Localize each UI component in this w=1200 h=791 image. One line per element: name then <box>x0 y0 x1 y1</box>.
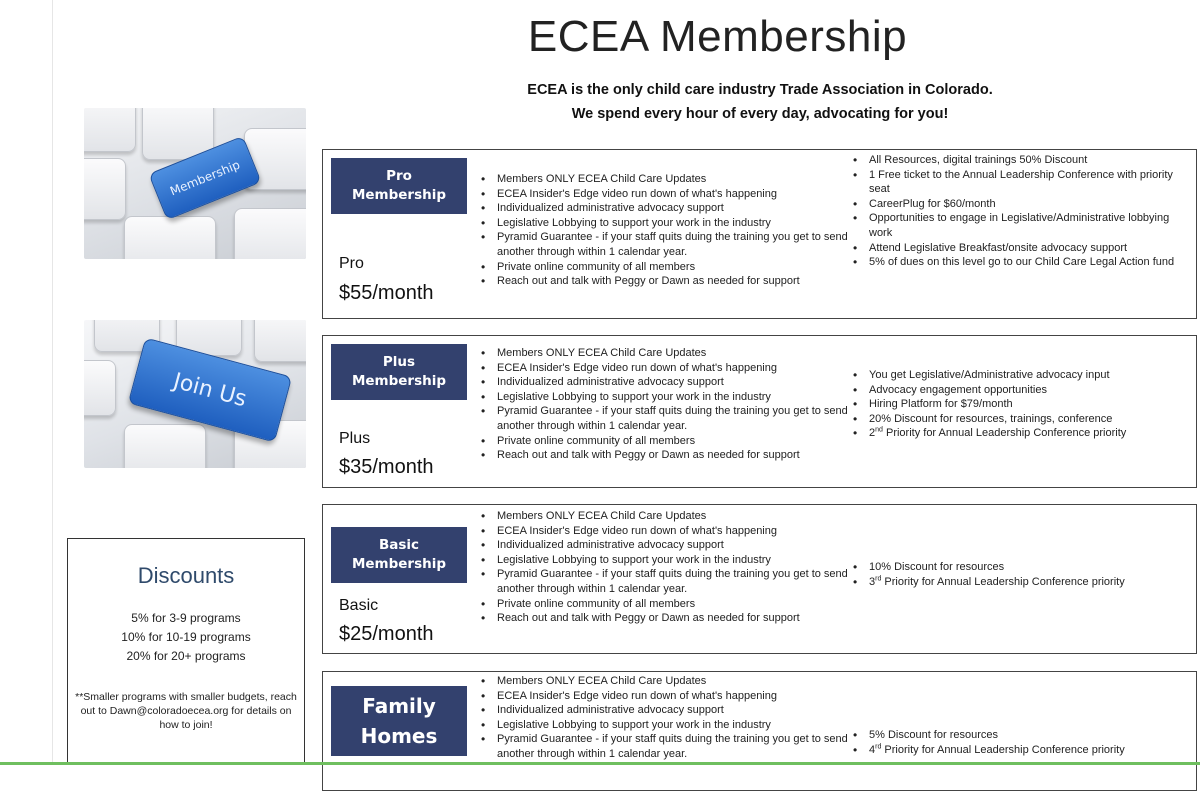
chevron-left-icon[interactable] <box>0 378 17 423</box>
join-us-keyboard-image <box>84 320 306 468</box>
list-item: • Reach out and talk with Peggy or Dawn as needed for support <box>481 448 851 463</box>
membership-keyboard-image <box>84 108 306 259</box>
discounts-box <box>67 538 305 765</box>
list-item: • Pyramid Guarantee - if your staff quits duing the training you get to send another through within 1 calendar year. <box>481 230 851 259</box>
priority-text: Priority for Annual Leadership Conference priority <box>881 575 1125 588</box>
list-item: • CareerPlug for $60/month <box>853 197 1183 212</box>
badge-line: Membership <box>351 187 447 203</box>
tier-basic-name: Basic <box>339 597 379 614</box>
list-item: • Individualized administrative advocacy support <box>481 201 851 216</box>
list-item: • Individualized administrative advocacy support <box>481 703 851 718</box>
page-title: ECEA Membership <box>527 12 908 61</box>
badge-line: Membership <box>351 556 447 572</box>
list-item: • Attend Legislative Breakfast/onsite advocacy support <box>853 241 1183 256</box>
list-item: • You get Legislative/Administrative advocacy input <box>853 368 1183 383</box>
list-item: • 5% of dues on this level go to our Child Care Legal Action fund <box>853 255 1183 270</box>
list-item <box>853 426 1183 441</box>
list-item: • Legislative Lobbying to support your work in the industry <box>481 390 851 405</box>
discount-note: **Smaller programs with smaller budgets, reach out to Dawn@coloradoecea.org for details on how to join! <box>75 691 297 731</box>
tier-pro-extra-benefits <box>853 153 1183 270</box>
discounts-title: Discounts <box>137 563 235 588</box>
tagline-line-2: We spend every hour of every day, advocating for you! <box>571 106 949 122</box>
list-item: • Members ONLY ECEA Child Care Updates <box>481 346 851 361</box>
tier-pro-price: $55/month <box>339 282 434 304</box>
discount-list <box>68 609 304 666</box>
discount-line: 20% for 20+ programs <box>126 649 246 663</box>
list-item: • Reach out and talk with Peggy or Dawn as needed for support <box>481 274 851 289</box>
tier-plus-extra-benefits <box>853 368 1183 441</box>
list-item: • Individualized administrative advocacy support <box>481 538 851 553</box>
tier-basic-badge <box>331 527 467 583</box>
list-item: • 10% Discount for resources <box>853 560 1183 575</box>
list-item: • Members ONLY ECEA Child Care Updates <box>481 509 851 524</box>
list-item: • ECEA Insider's Edge video run down of what's happening <box>481 689 851 704</box>
list-item: • Hiring Platform for $79/month <box>853 397 1183 412</box>
priority-ordinal: 2 <box>869 427 876 440</box>
tier-basic-extra-benefits <box>853 560 1183 589</box>
priority-ordinal: 4 <box>869 743 876 756</box>
list-item: • ECEA Insider's Edge video run down of what's happening <box>481 524 851 539</box>
tier-plus <box>322 335 1197 488</box>
list-item: • Reach out and talk with Peggy or Dawn as needed for support <box>481 611 851 626</box>
list-item: • Pyramid Guarantee - if your staff quits duing the training you get to send another through within 1 calendar year. <box>481 732 851 761</box>
tier-plus-price: $35/month <box>339 456 434 478</box>
tier-pro-name: Pro <box>339 255 364 272</box>
list-item <box>853 743 1183 758</box>
tier-pro <box>322 149 1197 319</box>
tier-basic-common-benefits <box>481 509 851 626</box>
tier-family-extra-benefits <box>853 728 1183 757</box>
discount-line: 5% for 3-9 programs <box>131 611 241 625</box>
list-item: • 1 Free ticket to the Annual Leadership Conference with priority seat <box>853 168 1183 197</box>
tier-basic <box>322 504 1197 654</box>
membership-key-label: Membership <box>167 157 243 199</box>
list-item: • Private online community of all members <box>481 260 851 275</box>
list-item: • ECEA Insider's Edge video run down of what's happening <box>481 361 851 376</box>
list-item: • ECEA Insider's Edge video run down of what's happening <box>481 187 851 202</box>
list-item: • Opportunities to engage in Legislative/Administrative lobbying work <box>853 211 1183 240</box>
priority-text: Priority for Annual Leadership Conference priority <box>881 743 1125 756</box>
tier-family-homes-badge <box>331 686 467 756</box>
discount-line: 10% for 10-19 programs <box>121 630 251 644</box>
tier-basic-price: $25/month <box>339 623 434 645</box>
badge-line: Plus <box>382 354 416 370</box>
list-item: • 20% Discount for resources, trainings, conference <box>853 412 1183 427</box>
list-item: • Individualized administrative advocacy support <box>481 375 851 390</box>
join-us-key-label: Join Us <box>170 368 250 412</box>
list-item <box>853 575 1183 590</box>
badge-line: Family <box>362 694 436 718</box>
tier-family-common-benefits <box>481 674 851 762</box>
badge-line: Membership <box>351 373 447 389</box>
badge-line: Basic <box>378 537 420 553</box>
list-item: • Legislative Lobbying to support your work in the industry <box>481 553 851 568</box>
list-item: • Advocacy engagement opportunities <box>853 383 1183 398</box>
priority-ordinal: 3 <box>869 575 876 588</box>
list-item: • Legislative Lobbying to support your work in the industry <box>481 718 851 733</box>
tier-plus-name: Plus <box>339 430 371 447</box>
priority-suffix: nd <box>875 426 883 434</box>
list-item: • Pyramid Guarantee - if your staff quits duing the training you get to send another through within 1 calendar year. <box>481 404 851 433</box>
badge-line: Pro <box>386 168 412 184</box>
tier-pro-common-benefits <box>481 172 851 289</box>
list-item: • Members ONLY ECEA Child Care Updates <box>481 674 851 689</box>
list-item: • Legislative Lobbying to support your work in the industry <box>481 216 851 231</box>
priority-suffix: rd <box>875 574 882 582</box>
priority-text: Priority for Annual Leadership Conference priority <box>882 427 1127 440</box>
list-item: • Pyramid Guarantee - if your staff quits duing the training you get to send another through within 1 calendar year. <box>481 567 851 596</box>
list-item: • Private online community of all members <box>481 597 851 612</box>
tier-family-homes <box>322 671 1197 791</box>
tier-pro-badge <box>331 158 467 214</box>
list-item: • 5% Discount for resources <box>853 728 1183 743</box>
list-item: • Private online community of all members <box>481 434 851 449</box>
badge-line: Homes <box>360 724 438 748</box>
tier-plus-common-benefits <box>481 346 851 463</box>
list-item: • Members ONLY ECEA Child Care Updates <box>481 172 851 187</box>
list-item: • All Resources, digital trainings 50% Discount <box>853 153 1183 168</box>
priority-suffix: rd <box>875 742 882 750</box>
tier-plus-badge <box>331 344 467 400</box>
tagline-line-1: ECEA is the only child care industry Trade Association in Colorado. <box>527 82 993 98</box>
